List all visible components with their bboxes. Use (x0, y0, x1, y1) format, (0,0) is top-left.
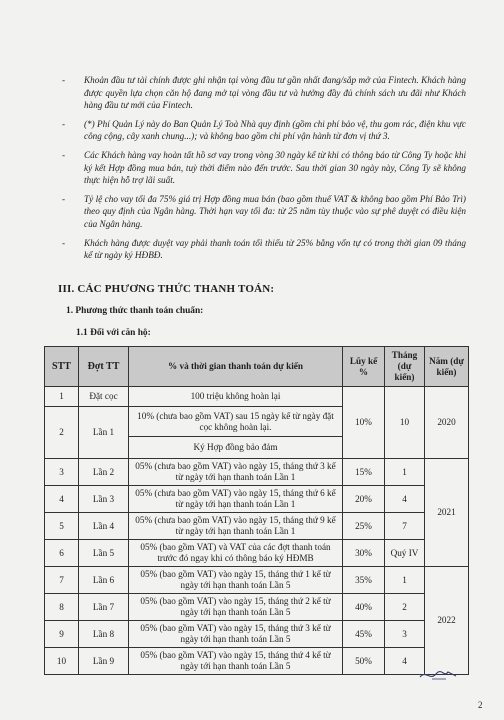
table-row (45, 567, 469, 594)
table-row (45, 648, 469, 675)
cell-luy-ke: 35% (343, 567, 385, 594)
cell-thang: 10 (385, 387, 425, 459)
cell-thang: 4 (385, 648, 425, 675)
signature-mark (418, 668, 458, 682)
cell-stt: 7 (45, 567, 79, 594)
cell-year: 2020 (425, 387, 469, 459)
cell-stt: 10 (45, 648, 79, 675)
cell-desc: 05% (chưa bao gồm VAT) vào ngày 15, tháng thứ 9 kể từ ngày tới hạn thanh toán Lần 1 (129, 513, 343, 540)
cell-thang: 2 (385, 594, 425, 621)
cell-stt: 6 (45, 540, 79, 567)
table-row (45, 459, 469, 486)
cell-dot: Lần 5 (79, 540, 129, 567)
cell-desc: 10% (chưa bao gồm VAT) sau 15 ngày kể từ ngày đặt cọc không hoàn lại. (129, 407, 343, 437)
bullet-item (62, 118, 466, 143)
bullet-dash: - (62, 118, 66, 129)
cell-dot: Lần 4 (79, 513, 129, 540)
cell-stt: 2 (45, 407, 79, 459)
bullet-text: (*) Phí Quản Lý này do Ban Quản Lý Toà Nhà quy định (gồm chi phí bảo vệ, thu gom rác, điện khu vực công cộng, cây xanh chung...); và không bao gồm chi phí vận hành từ đơn vị thứ 3. (84, 118, 466, 142)
bullet-item (62, 237, 466, 262)
table-header-row (45, 347, 469, 387)
header-thang: Tháng (dự kiến) (385, 347, 425, 387)
cell-thang: 7 (385, 513, 425, 540)
bullet-text: Tỷ lệ cho vay tối đa 75% giá trị Hợp đồng mua bán (bao gồm thuế VAT & không bao gồm Phí Bảo Trì) theo quy định của Ngân hàng. Thời hạn vay tối đa: từ 25 năm tùy thuộc vào sự phê duyệt có điều kiện của Ngân hàng. (84, 193, 466, 229)
cell-desc: 05% (chưa bao gồm VAT) vào ngày 15, tháng thứ 6 kể từ ngày tới hạn thanh toán Lần 1 (129, 486, 343, 513)
cell-desc: 05% (bao gồm VAT) vào ngày 15, tháng thứ 3 kể từ ngày tới hạn thanh toán Lần 5 (129, 621, 343, 648)
cell-stt: 5 (45, 513, 79, 540)
cell-dot: Lần 9 (79, 648, 129, 675)
cell-luy-ke: 25% (343, 513, 385, 540)
cell-dot: Đặt cọc (79, 387, 129, 407)
cell-dot: Lần 6 (79, 567, 129, 594)
bullet-item (62, 193, 466, 231)
cell-luy-ke: 20% (343, 486, 385, 513)
payment-schedule-table (44, 346, 469, 675)
bullet-text: Khoản đầu tư tài chính được ghi nhận tại vòng đầu tư gần nhất đang/sắp mở của Fintech. Khách hàng được quyền lựa chọn căn hộ đang mở tại vòng đầu tư và hưởng đầy đủ chính sách ưu đãi như Khách hàng đầu tư mới của Fintech. (84, 75, 466, 111)
cell-desc: 100 triệu không hoàn lại (129, 387, 343, 407)
cell-luy-ke: 50% (343, 648, 385, 675)
page-number: 2 (478, 700, 483, 710)
table-row (45, 387, 469, 407)
cell-thang: 1 (385, 567, 425, 594)
bullet-dash: - (62, 149, 66, 160)
bullet-dash: - (62, 75, 66, 85)
cell-desc-sub: Ký Hợp đồng bảo đảm (129, 437, 343, 459)
cell-stt: 4 (45, 486, 79, 513)
header-description: % và thời gian thanh toán dự kiến (129, 347, 343, 387)
table-row (45, 486, 469, 513)
header-dot-tt: Đợt TT (79, 347, 129, 387)
cell-desc: 05% (bao gồm VAT) vào ngày 15, tháng thứ 4 kể từ ngày tới hạn thanh toán Lần 5 (129, 648, 343, 675)
table-row (45, 594, 469, 621)
bullet-text: Các Khách hàng vay hoàn tất hồ sơ vay trong vòng 30 ngày kể từ khi có thông báo từ Công Ty hoặc khi ký kết Hợp đồng mua bán, tuỳ thời điểm nào đến trước. Sau thời gian 30 ngày này, Công Ty sẽ không thực hiện hỗ trợ lãi suất. (84, 149, 466, 186)
cell-stt: 3 (45, 459, 79, 486)
cell-dot: Lần 7 (79, 594, 129, 621)
cell-dot: Lần 3 (79, 486, 129, 513)
header-nam: Năm (dự kiến) (425, 347, 469, 387)
cell-dot: Lần 8 (79, 621, 129, 648)
cell-stt: 8 (45, 594, 79, 621)
cell-year: 2022 (425, 567, 469, 675)
cell-stt: 9 (45, 621, 79, 648)
cell-luy-ke: 45% (343, 621, 385, 648)
cell-dot: Lần 1 (79, 407, 129, 459)
cell-desc: 05% (bao gồm VAT) và VAT của các đợt thanh toán trước đó ngay khi có thông báo ký HĐMB (129, 540, 343, 567)
bullet-item (62, 149, 466, 187)
cell-thang: 1 (385, 459, 425, 486)
cell-luy-ke: 40% (343, 594, 385, 621)
bullet-dash: - (62, 237, 66, 248)
bullet-text: Khách hàng được duyệt vay phải thanh toán tối thiểu từ 25% bằng vốn tự có trong thời gian 09 tháng kể từ ngày ký HĐBĐ. (84, 237, 466, 261)
header-luy-ke: Lũy kế % (343, 347, 385, 387)
bullet-item (62, 74, 466, 112)
cell-year: 2021 (425, 459, 469, 567)
cell-desc: 05% (bao gồm VAT) vào ngày 15, tháng thứ 2 kể từ ngày tới hạn thanh toán Lần 5 (129, 594, 343, 621)
bullet-list (62, 74, 466, 268)
cell-luy-ke: 15% (343, 459, 385, 486)
table-row (45, 621, 469, 648)
cell-luy-ke: 10% (343, 387, 385, 459)
subsubsection-title: 1.1 Đối với căn hộ: (76, 328, 151, 338)
cell-desc: 05% (bao gồm VAT) vào ngày 15, tháng thứ 1 kể từ ngày tới hạn thanh toán Lần 5 (129, 567, 343, 594)
table-row (45, 540, 469, 567)
table-row (45, 513, 469, 540)
cell-desc: 05% (chưa bao gồm VAT) vào ngày 15, tháng thứ 3 kể từ ngày tới hạn thanh toán Lần 1 (129, 459, 343, 486)
bullet-dash: - (62, 193, 66, 204)
header-stt: STT (45, 347, 79, 387)
cell-dot: Lần 2 (79, 459, 129, 486)
section-title: III. CÁC PHƯƠNG THỨC THANH TOÁN: (58, 283, 275, 295)
cell-thang: Quý IV (385, 540, 425, 567)
cell-luy-ke: 30% (343, 540, 385, 567)
subsection-title: 1. Phương thức thanh toán chuẩn: (66, 306, 204, 316)
cell-stt: 1 (45, 387, 79, 407)
cell-thang: 3 (385, 621, 425, 648)
cell-thang: 4 (385, 486, 425, 513)
